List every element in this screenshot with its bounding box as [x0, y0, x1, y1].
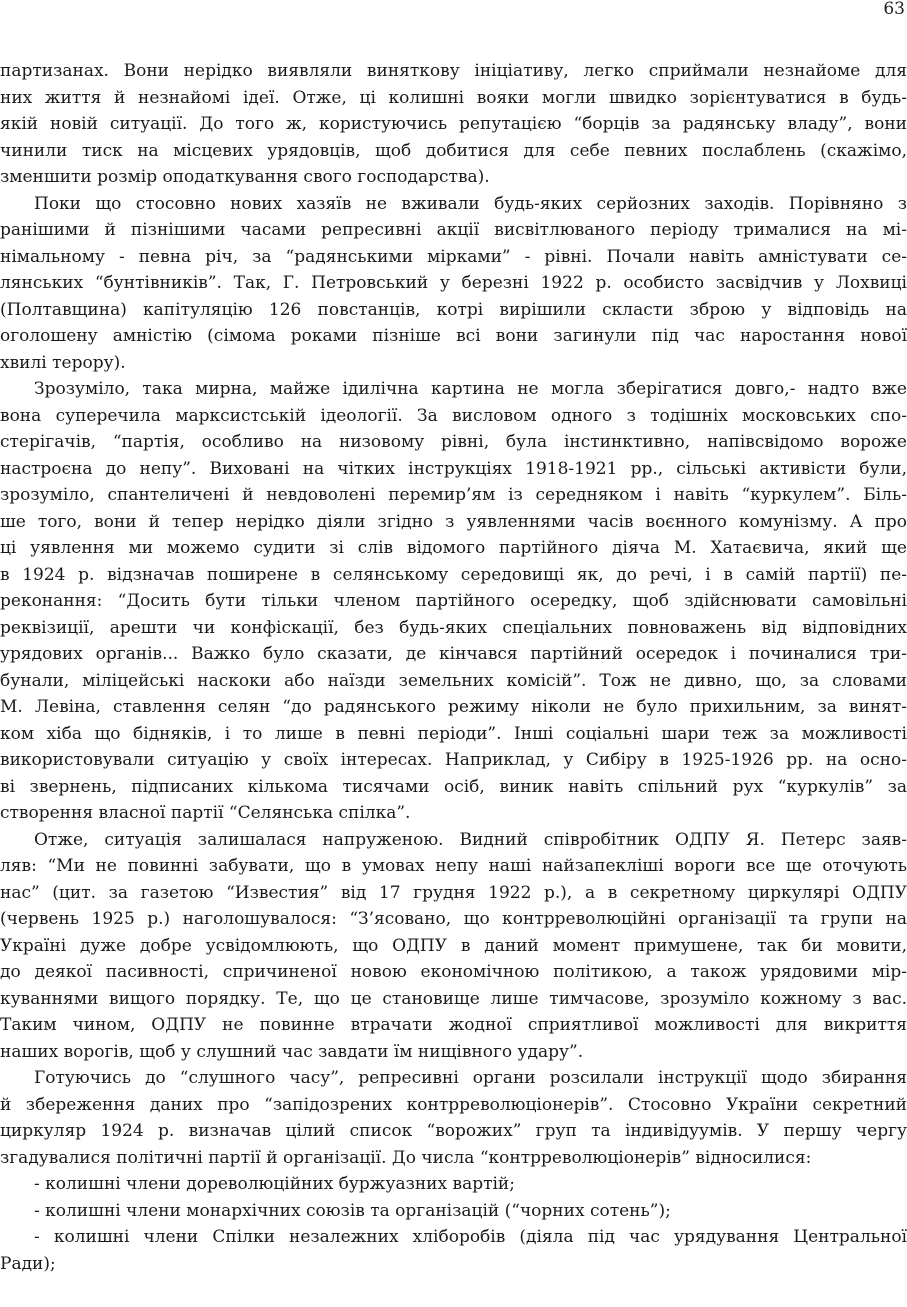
text-line: (Полтавщина) капітуляцію 126 повстанців, котрі вирішили скласти зброю у відповідь на	[0, 299, 907, 320]
text-line: Отже, ситуація залишалася напруженою. Видний співробітник ОДПУ Я. Петерс заяв-	[34, 829, 907, 850]
text-line: наших ворогів, щоб у слушний час завдати їм нищівного удару”.	[0, 1041, 584, 1062]
text-line: чинили тиск на місцевих урядовців, щоб добитися для себе певних послаблень (скажімо,	[0, 140, 907, 161]
text-line: оголошену амністію (сімома роками пізніше всі вони загинули під час наростання нової	[0, 326, 907, 346]
text-line: реконання: “Досить бути тільки членом партійного осередку, щоб здійснювати самовільні	[0, 591, 907, 611]
text-line: до деякої пасивності, спричиненої новою економічною політикою, а також урядовими мір-	[0, 962, 907, 982]
text-line: партизанах. Вони нерідко виявляли виняткову ініціативу, легко сприймали незнайоме для	[0, 61, 907, 81]
text-line: Готуючись до “слушного часу”, репресивні органи розсилали інструкції щодо збирання	[34, 1068, 907, 1088]
text-line: урядових органів... Важко було сказати, де кінчався партійний осередок і починалися три-	[0, 644, 907, 664]
text-line: (червень 1925 р.) наголошувалося: “З’ясовано, що контрреволюційні організації та групи на	[0, 909, 907, 929]
page-number: 63	[883, 0, 905, 19]
text-line: створення власної партії “Селянська спілка”.	[0, 803, 411, 823]
text-line: них життя й незнайомі ідеї. Отже, ці колишні вояки могли швидко зорієнтуватися в будь-	[0, 87, 907, 108]
paragraph	[0, 1171, 907, 1198]
text-line: Таким чином, ОДПУ не повинне втрачати жодної сприятливої можливості для викриття	[0, 1015, 907, 1035]
paragraph	[0, 1224, 907, 1277]
text-line: й збереження даних про “запідозрених контрреволюціонерів”. Стосовно України секретний	[0, 1094, 907, 1115]
text-line: використовували ситуацію у своїх інтересах. Наприклад, у Сибіру в 1925-1926 рр. на осно-	[0, 750, 907, 770]
text-line: - колишні члени Спілки незалежних хліборобів (діяла під час урядування Центральної	[34, 1227, 907, 1247]
text-line: циркуляр 1924 р. визначав цілий список “ворожих” груп та індивідуумів. У першу чергу	[0, 1121, 907, 1141]
text-line: якій новій ситуації. До того ж, користуючись репутацією “борців за радянську владу”, вони	[0, 114, 907, 134]
text-line: ляв: “Ми не повинні забувати, що в умовах непу наші найзапекліші вороги все ще оточують	[0, 856, 907, 876]
text-line: хвилі терору).	[0, 352, 126, 373]
text-line: ці уявлення ми можемо судити зі слів відомого партійного діяча М. Хатаєвича, який ще	[0, 538, 907, 558]
text-line: Зрозуміло, така мирна, майже ідилічна картина не могла зберігатися довго,- надто вже	[34, 379, 907, 399]
text-line: вона суперечила марксистській ідеології. За висловом одного з тодішніх московських спо-	[0, 405, 907, 426]
text-line: ком хіба що бідняків, і то лише в певні періоди”. Інші соціальні шари теж за можливості	[0, 723, 907, 744]
text-line: в 1924 р. відзначав поширене в селянському середовищі як, до речі, і в самій партії) пе-	[0, 564, 907, 585]
text-line: стерігачів, “партія, особливо на низовому рівні, була інстинктивно, напівсвідомо вороже	[0, 432, 907, 452]
paragraph	[0, 827, 907, 1066]
text-line: ранішими й пізнішими часами репресивні акції висвітлюваного періоду трималися на мі-	[0, 220, 907, 240]
body-text	[0, 58, 907, 1277]
text-line: М. Левіна, ставлення селян “до радянського режиму ніколи не було прихильним, за винят-	[0, 697, 907, 717]
paragraph	[0, 1065, 907, 1171]
paragraph	[0, 191, 907, 377]
paragraph	[0, 1198, 907, 1225]
text-line: ві звернень, підписаних кількома тисячами осіб, виник навіть спільний рух “куркулів” за	[0, 776, 907, 797]
text-line: нас” (цит. за газетою “Известия” від 17 грудня 1922 р.), а в секретному циркулярі ОДПУ	[0, 882, 907, 903]
text-line: лянських “бунтівників”. Так, Г. Петровський у березні 1922 р. особисто засвідчив у Лохвиці	[0, 273, 907, 293]
text-line: Україні дуже добре усвідомлюють, що ОДПУ в даний момент примушене, так би мовити,	[0, 935, 907, 956]
text-line: німальному - певна річ, за “радянськими мірками” - рівні. Почали навіть амністувати се-	[0, 246, 907, 267]
text-line: Ради);	[0, 1253, 56, 1274]
paragraph	[0, 376, 907, 827]
text-line: ше того, вони й тепер нерідко діяли згідно з уявленнями часів воєнного комунізму. А про	[0, 511, 907, 532]
text-line: бунали, міліцейські наскоки або наїзди земельних комісій”. Тож не дивно, що, за словами	[0, 670, 907, 691]
text-line: куваннями вищого порядку. Те, що це становище лише тимчасове, зрозуміло кожному з вас.	[0, 988, 907, 1009]
text-line: - колишні члени монархічних союзів та організацій (“чорних сотень”);	[34, 1200, 671, 1221]
text-line: - колишні члени дореволюційних буржуазних вартій;	[34, 1174, 515, 1194]
text-line: Поки що стосовно нових хазяїв не вживали будь-яких серйозних заходів. Порівняно з	[34, 193, 907, 214]
paragraph	[0, 58, 907, 191]
text-line: згадувалися політичні партії й організації. До числа “контрреволюціонерів” відносилися:	[0, 1147, 812, 1168]
text-line: настроєна до непу”. Виховані на чітких інструкціях 1918-1921 рр., сільські активісти були,	[0, 458, 907, 479]
text-line: зрозуміло, спантеличені й невдоволені перемир’ям із середняком і навіть “куркулем”. Біль-	[0, 485, 907, 505]
text-line: зменшити розмір оподаткування свого господарства).	[0, 167, 490, 187]
text-line: реквізиції, арешти чи конфіскації, без будь-яких спеціальних повноважень від відповідних	[0, 617, 907, 638]
